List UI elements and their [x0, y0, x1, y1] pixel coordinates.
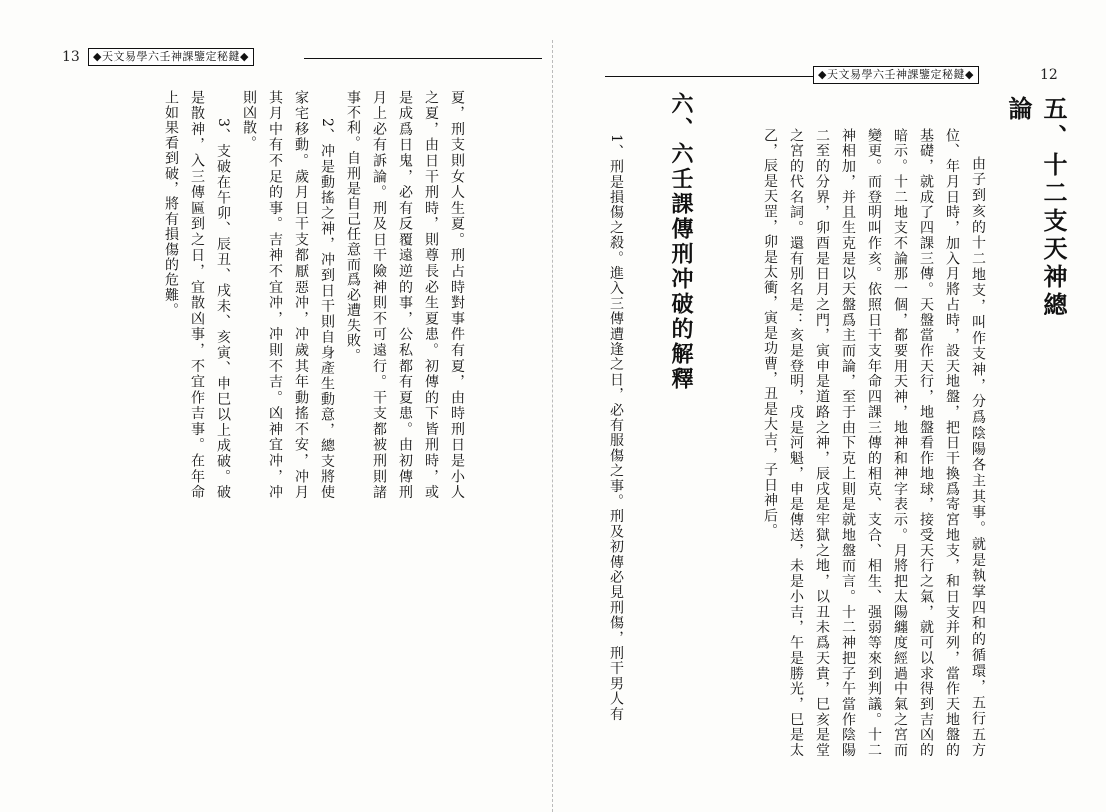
- paragraph: 3、支破在午卯、辰丑、戌未、亥寅、申巳以上成破。破是散神，入三傳匾到之日，宜散凶事，不宜作吉事。在年命上如果看到破，將有損傷的危難。: [163, 90, 231, 500]
- left-body-text: [163, 90, 470, 500]
- paragraph: 1、刑是損傷之殺。進入三傳遭逢之日，必有服傷之事。刑及初傳必見刑傷，刑干男人有: [608, 134, 624, 722]
- paragraph: 由子到亥的十二地支，叫作支神，分爲陰陽各主其事。就是執掌四和的循環，五行五方位、年月日時，加入月將占時，設天地盤，把日干換爲寄宮地支，和日支并列，當作天地盤的基礎，就成了四課三傳。天盤當作天行，地盤看作地球，接受天行之氣，就可以求得到吉凶的暗示。十二地支不論那一個，都要用天神，地神和神字表示。月將把太陽纏度經過中氣之宮而變更。而登明叫作亥。依照日干支年命四課三傳的相克、支合、相生、强弱等來到判議。十二神相加，并且生克是以天盤爲主而論，至于由下克上則是就地盤而言。十二神把子午當作陰陽二至的分界，卯酉是日月之門，寅申是道路之神，辰戌是牢獄之地，以丑未爲天貴，巳亥是堂之宮的代名詞。還有別名是：亥是登明，戌是河魁，申是傳送，未是小吉，午是勝光，巳是太乙，辰是天罡，卯是太衝，寅是功曹，丑是大吉，子日神后。: [762, 128, 986, 758]
- section-six-body: [597, 134, 629, 764]
- running-header: ◆天文易學六壬神課鑒定秘鍵◆: [813, 66, 979, 84]
- header-rule: [304, 58, 542, 59]
- section-five-body: [743, 128, 991, 758]
- page-number: 13: [62, 49, 80, 65]
- page-number: 12: [1040, 67, 1058, 83]
- right-page: [553, 0, 1106, 812]
- running-header: ◆天文易學六壬神課鑒定秘鍵◆: [88, 48, 254, 66]
- paragraph: 夏，刑支則女人生夏。刑占時對事件有夏，由時刑日是小人之夏，由日干刑時，則尊長必生夏患。初傳的下皆刑時，或是成爲日鬼，必有反覆遠逆的事，公私都有夏患。由初傳刑月上必有訴論。刑及日干險神則不可遠行。干支都被刑則諸事不利。自刑是自己任意而爲必遭失敗。: [345, 90, 465, 500]
- section-title: 六、六壬課傳刑冲破的解釋: [668, 92, 693, 392]
- section-title: 五、十二支天神總論: [1004, 96, 1067, 320]
- paragraph: 2、冲是動搖之神，冲到日干則自身產生動意，總支將使家宅移動。歲月日干支都厭惡冲，冲歲其年動搖不安，冲月其月中有不足的事。吉神不宜冲，冲則不吉。凶神宜冲，冲則凶散。: [241, 90, 335, 500]
